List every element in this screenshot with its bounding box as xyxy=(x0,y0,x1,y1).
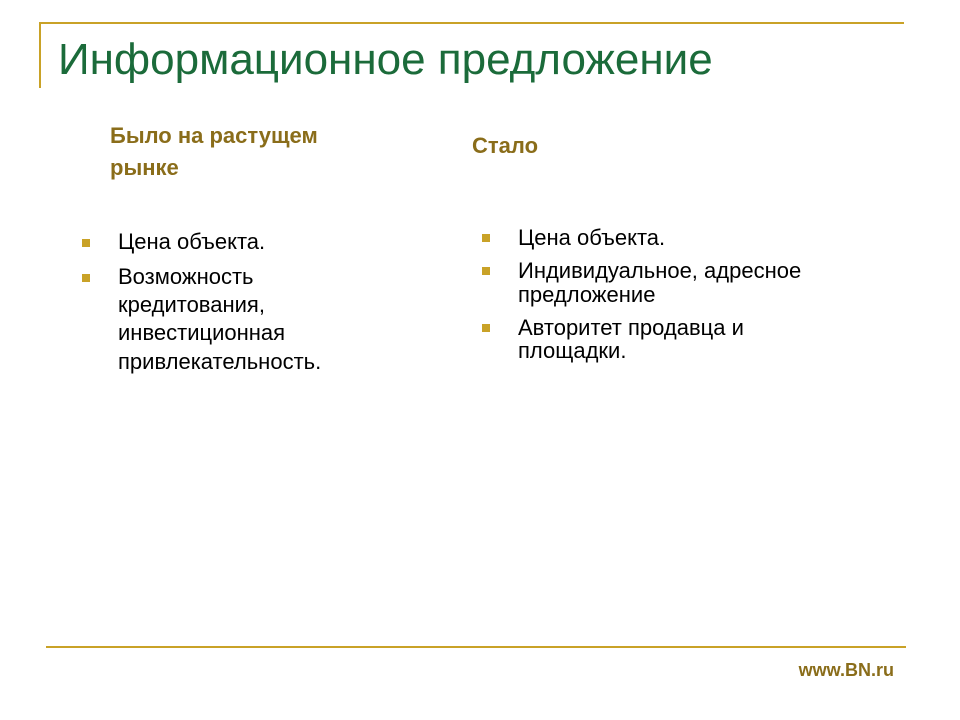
footer-link[interactable]: www.BN.ru xyxy=(798,660,894,680)
column-heading-after: Стало xyxy=(472,133,539,158)
square-bullet-icon xyxy=(482,324,490,332)
list-item xyxy=(482,226,842,249)
bottom-rule xyxy=(46,646,906,648)
square-bullet-icon xyxy=(482,267,490,275)
list-item xyxy=(482,316,842,363)
square-bullet-icon xyxy=(82,274,90,282)
left-rule xyxy=(39,22,41,88)
bullet-list-before xyxy=(82,228,382,383)
list-item-text: Возможность кредитования, инвестиционная привлекательность. xyxy=(118,264,322,374)
square-bullet-icon xyxy=(482,234,490,242)
bullet-list-after xyxy=(482,226,842,373)
list-item-text: Авторитет продавца и площадки. xyxy=(518,314,744,364)
list-item xyxy=(482,259,842,306)
column-heading-before: Было на растущем рынке xyxy=(110,123,318,180)
list-item-text: Цена объекта. xyxy=(118,229,266,254)
list-item-text: Индивидуальное, адресное предложение xyxy=(518,258,802,307)
list-item-text: Цена объекта. xyxy=(518,225,666,250)
slide-title: Информационное предложение xyxy=(58,35,713,84)
list-item xyxy=(82,263,382,376)
top-rule xyxy=(40,22,904,24)
list-item xyxy=(82,228,382,256)
square-bullet-icon xyxy=(82,239,90,247)
